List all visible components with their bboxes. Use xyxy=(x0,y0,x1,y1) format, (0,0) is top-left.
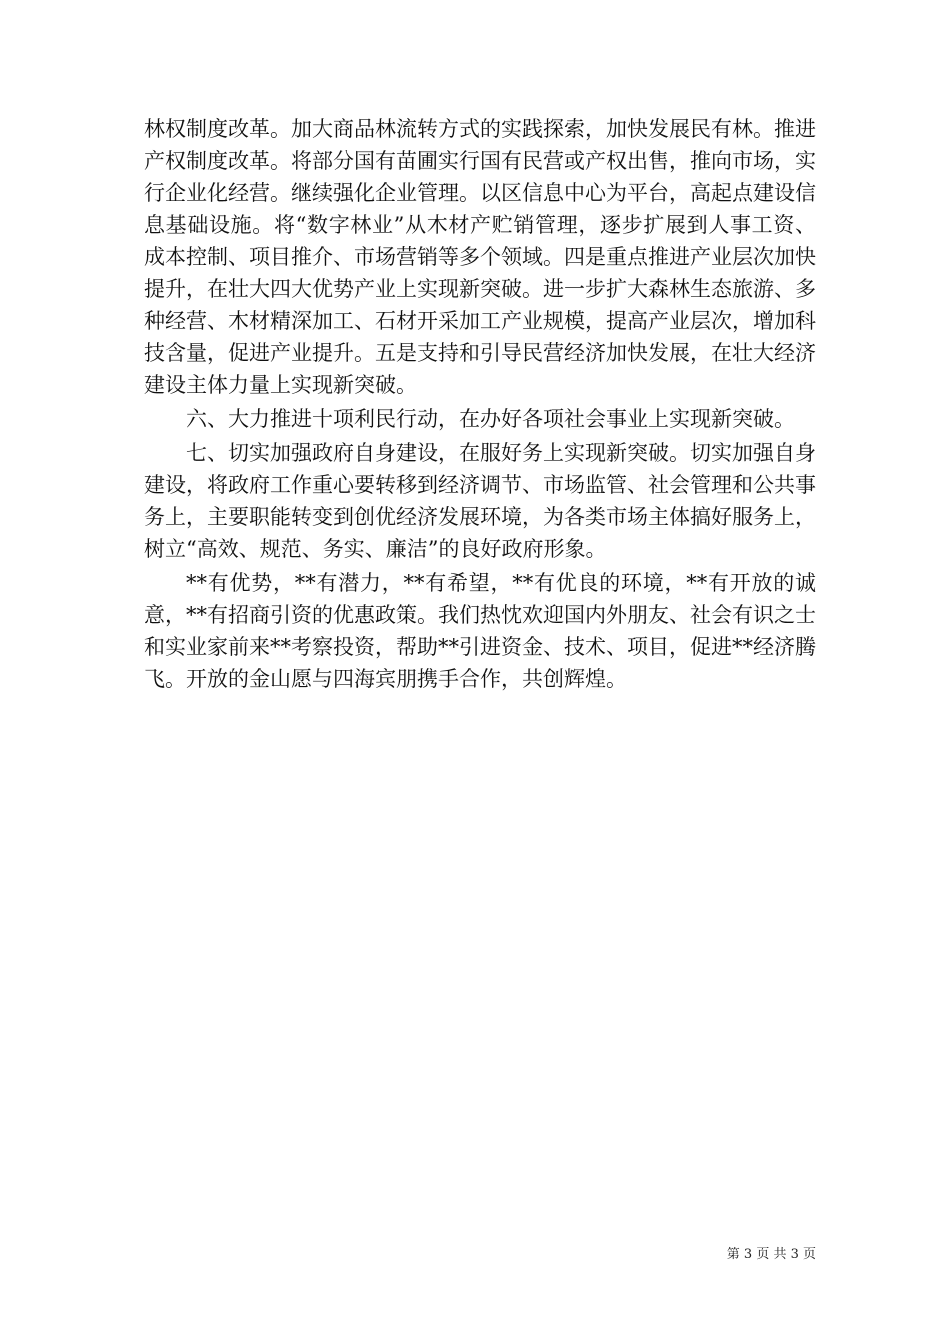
paragraph-closing: **有优势，**有潜力，**有希望，**有优良的环境，**有开放的诚意，**有招商引资的优惠政策。我们热忱欢迎国内外朋友、社会有识之士和实业家前来**考察投资，帮助**引进资金、技术、项目，促进**经济腾飞。开放的金山愿与四海宾朋携手合作，共创辉煌。 xyxy=(144,571,816,691)
paragraph-section-six: 六、大力推进十项利民行动，在办好各项社会事业上实现新突破。 xyxy=(186,407,795,431)
paragraph-section-seven: 七、切实加强政府自身建设，在服好务上实现新突破。切实加强自身建设，将政府工作重心要转移到经济调节、市场监管、社会管理和公共事务上，主要职能转变到创优经济发展环境，为各类市场主体搞好服务上，树立“高效、规范、务实、廉洁”的良好政府形象。 xyxy=(144,441,816,561)
page-number-footer: 第 3 页 共 3 页 xyxy=(726,1247,816,1262)
document-body xyxy=(144,113,816,695)
paragraph-reform-continuation: 林权制度改革。加大商品林流转方式的实践探索，加快发展民有林。推进产权制度改革。将部分国有苗圃实行国有民营或产权出售，推向市场，实行企业化经营。继续强化企业管理。以区信息中心为平台，高起点建设信息基础设施。将“数字林业”从木材产贮销管理，逐步扩展到人事工资、成本控制、项目推介、市场营销等多个领域。四是重点推进产业层次加快提升，在壮大四大优势产业上实现新突破。进一步扩大森林生态旅游、多种经营、木材精深加工、石材开采加工产业规模，提高产业层次，增加科技含量，促进产业提升。五是支持和引导民营经济加快发展，在壮大经济建设主体力量上实现新突破。 xyxy=(144,117,816,397)
